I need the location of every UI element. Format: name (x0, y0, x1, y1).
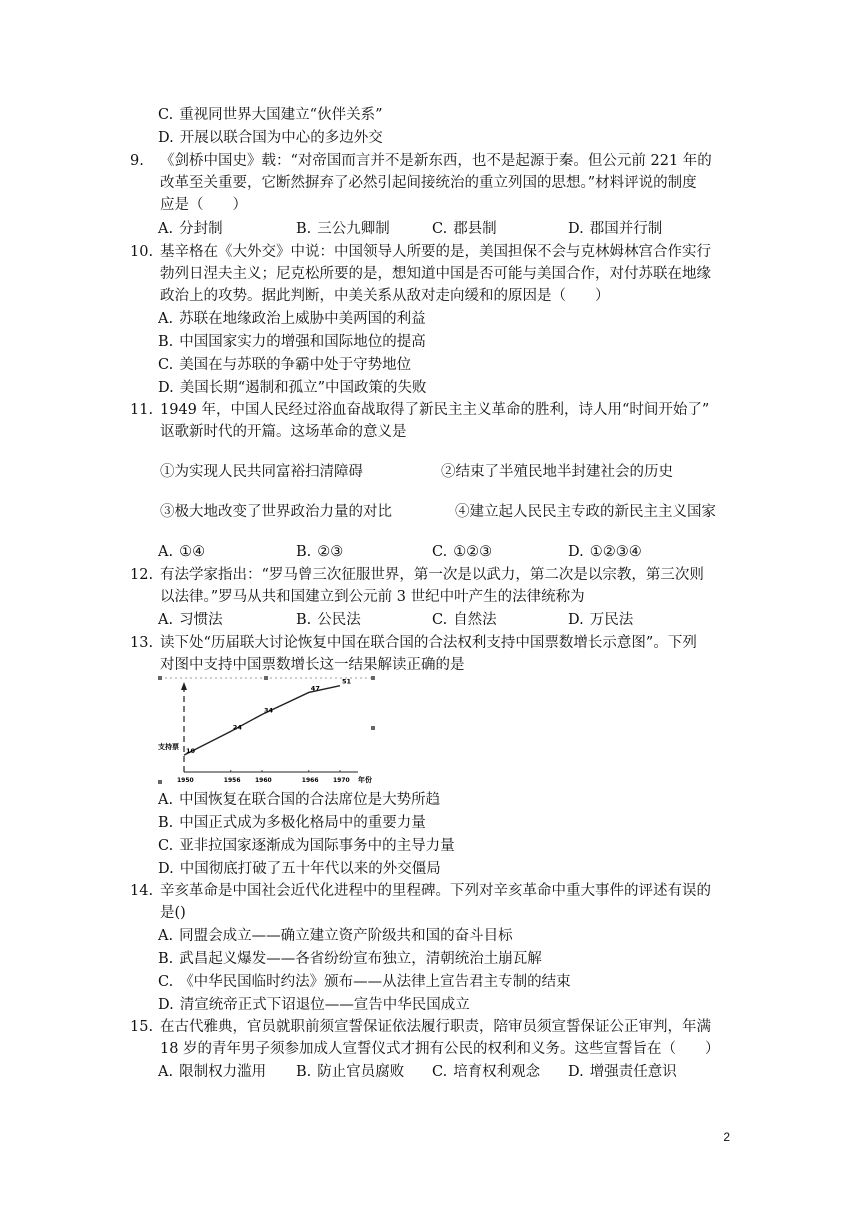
option-d: D. ①②③④ (568, 544, 642, 560)
series-line (184, 686, 340, 755)
option-c: C. 重视同世界大国建立“伙伴关系” (158, 107, 383, 123)
question-text: 政治上的攻势。据此判断，中美关系从敌对走向缓和的原因是（ ） (160, 288, 610, 304)
option-a: A. 中国恢复在联合国的合法席位是大势所趋 (158, 792, 441, 808)
x-tick-label: 1956 (223, 777, 241, 784)
statement-4: ④建立起人民民主专政的新民主主义国家 (455, 504, 716, 520)
question-text: 应是（ ） (160, 197, 247, 213)
option-c: C. 培育权利观念 (432, 1064, 541, 1080)
question-text: 是() (160, 905, 186, 921)
question-number: 14. (130, 883, 154, 899)
option-a: A. 限制权力滥用 (158, 1064, 267, 1080)
statement-3: ③极大地改变了世界政治力量的对比 (160, 504, 392, 520)
x-tick-label: 1966 (301, 777, 319, 784)
y-axis-arrow (181, 682, 187, 690)
chart-handle (264, 676, 268, 680)
option-c: C. 郡县制 (432, 221, 497, 237)
data-label: 24 (232, 723, 242, 732)
question-text: 讴歌新时代的开篇。这场革命的意义是 (160, 424, 407, 440)
option-a: A. 苏联在地缘政治上威胁中美两国的利益 (158, 311, 426, 327)
option-b: B. 中国正式成为多极化格局中的重要力量 (158, 815, 426, 831)
data-label: 51 (342, 677, 352, 686)
option-b: B. 中国国家实力的增强和国际地位的提高 (158, 334, 426, 350)
question-text: 在古代雅典，官员就职前须宣誓保证依法履行职责，陪审员须宣誓保证公正审判，年满 (160, 1019, 711, 1035)
x-tick-label: 1960 (255, 777, 272, 784)
option-c: C. ①②③ (432, 544, 493, 560)
question-text: 对图中支持中国票数增长这一结果解读正确的是 (160, 657, 465, 673)
option-a: A. 同盟会成立——确立建立资产阶级共和国的奋斗目标 (158, 928, 513, 944)
chart-handle (371, 726, 375, 730)
data-label: 47 (310, 684, 320, 693)
data-label: 10 (186, 747, 196, 756)
y-axis-label: 支持票 (158, 743, 179, 751)
chart-handle (158, 676, 162, 680)
option-a: A. 分封制 (158, 221, 223, 237)
question-text: 辛亥革命是中国社会近代化进程中的里程碑。下列对辛亥革命中重大事件的评述有误的 (160, 883, 711, 899)
question-number: 13. (130, 635, 154, 651)
chart-handle (158, 780, 162, 784)
question-text: 《剑桥中国史》载：“对帝国而言并不是新东西，也不是起源于秦。但公元前 221 年的 (160, 153, 712, 169)
statement-1: ①为实现人民共同富裕扫清障碍 (160, 464, 363, 480)
question-text: 以法律。”罗马从共和国建立到公元前 3 世纪中叶产生的法律统称为 (160, 589, 585, 605)
x-axis-label: 年份 (358, 776, 372, 784)
option-d: D. 增强责任意识 (568, 1064, 677, 1080)
question-number: 15. (130, 1019, 154, 1035)
option-d: D. 清宣统帝正式下诏退位——宣告中华民国成立 (158, 997, 470, 1013)
option-b: B. 武昌起义爆发——各省纷纷宣布独立，清朝统治土崩瓦解 (158, 951, 542, 967)
question-text: 读下处“历届联大讨论恢复中国在联合国的合法权利支持中国票数增长示意图”。下列 (160, 635, 697, 651)
option-c: C. 美国在与苏联的争霸中处于守势地位 (158, 357, 412, 373)
question-number: 12. (130, 567, 154, 583)
question-number: 10. (130, 244, 154, 260)
question-text: 18 岁的青年男子须参加成人宣誓仪式才拥有公民的权利和义务。这些宣誓旨在（ ） (160, 1041, 720, 1057)
question-text: 勃列日涅夫主义；尼克松所要的是，想知道中国是否可能与美国合作，对付苏联在地缘 (160, 266, 711, 282)
option-b: B. ②③ (296, 544, 344, 560)
chart-handle (371, 676, 375, 680)
x-tick-label: 1970 (333, 777, 350, 784)
page-number: 2 (723, 1130, 730, 1144)
option-d: D. 万民法 (568, 612, 634, 628)
option-a: A. ①④ (158, 544, 206, 560)
option-d: D. 开展以联合国为中心的多边外交 (158, 130, 383, 146)
option-d: D. 中国彻底打破了五十年代以来的外交僵局 (158, 861, 441, 877)
x-tick-label: 1950 (177, 777, 194, 784)
option-a: A. 习惯法 (158, 612, 223, 628)
question-text: 改革至关重要，它断然摒弃了必然引起间接统治的重立列国的思想。”材料评说的制度 (160, 175, 697, 191)
data-label: 34 (264, 706, 274, 715)
option-c: C. 《中华民国临时约法》颁布——从法律上宣告君主专制的结束 (158, 974, 571, 990)
question-text: 1949 年，中国人民经过浴血奋战取得了新民主主义革命的胜利，诗人用“时间开始了” (160, 402, 710, 418)
option-d: D. 郡国并行制 (568, 221, 663, 237)
question-number: 9. (130, 153, 144, 169)
option-c: C. 自然法 (432, 612, 497, 628)
option-d: D. 美国长期“遏制和孤立”中国政策的失败 (158, 380, 427, 396)
option-b: B. 公民法 (296, 612, 361, 628)
option-b: B. 三公九卿制 (296, 221, 390, 237)
question-text: 有法学家指出：“罗马曾三次征服世界，第一次是以武力，第二次是以宗教，第三次则 (160, 567, 704, 583)
option-b: B. 防止官员腐败 (296, 1064, 405, 1080)
vote-growth-chart (158, 676, 378, 786)
option-c: C. 亚非拉国家逐渐成为国际事务中的主导力量 (158, 838, 455, 854)
question-text: 基辛格在《大外交》中说：中国领导人所要的是，美国担保不会与克林姆林宫合作实行 (160, 244, 711, 260)
question-number: 11. (130, 402, 154, 418)
statement-2: ②结束了半殖民地半封建社会的历史 (441, 464, 673, 480)
